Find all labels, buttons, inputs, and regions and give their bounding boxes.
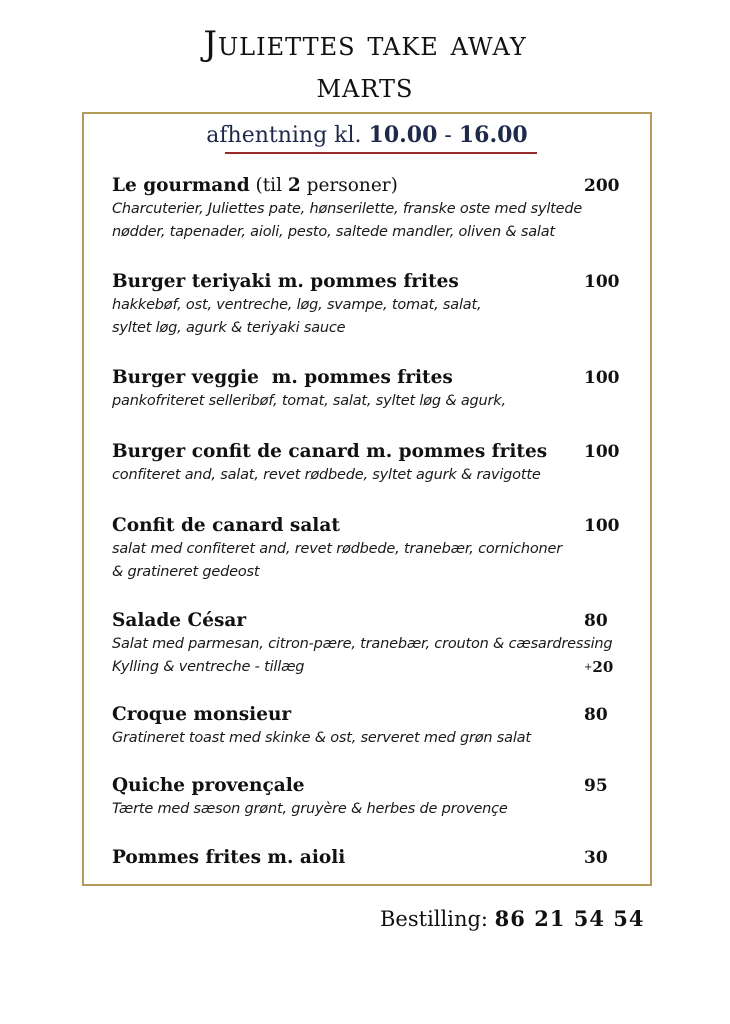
order-label: Bestilling: xyxy=(380,907,495,931)
item-name: Quiche provençale xyxy=(112,775,305,796)
menu-item-le-gourmand xyxy=(112,174,642,244)
item-description-line: confiteret and, salat, revet rødbede, syltet agurk & ravigotte xyxy=(112,467,541,483)
menu-item-burger-confit xyxy=(112,440,642,487)
item-description-line: pankofriteret selleribøf, tomat, salat, syltet løg & agurk, xyxy=(112,393,506,409)
pickup-label: afhentning kl. xyxy=(206,123,369,148)
menu-month: marts xyxy=(316,66,414,106)
item-price: 80 xyxy=(584,705,608,725)
item-description-line: & gratineret gedeost xyxy=(112,564,260,580)
menu-item-salade-cesar xyxy=(112,609,642,679)
item-extra-price: +20 xyxy=(584,658,614,676)
item-name: Salade César xyxy=(112,610,247,631)
item-name: Croque monsieur xyxy=(112,704,292,725)
item-name: Burger veggie m. pommes frites xyxy=(112,367,453,388)
phone-number: 86 21 54 54 xyxy=(494,906,645,931)
item-price: 100 xyxy=(584,516,620,536)
item-description-line: Salat med parmesan, citron-pære, tranebær, crouton & cæsardressing xyxy=(112,636,613,652)
item-price: 200 xyxy=(584,176,620,196)
order-phone xyxy=(380,904,645,934)
pickup-separator: - xyxy=(437,123,459,148)
item-description-line: Kylling & ventreche - tillæg xyxy=(112,659,305,675)
item-name: Burger teriyaki m. pommes frites xyxy=(112,271,459,292)
item-price: 100 xyxy=(584,272,620,292)
menu-item-croque-monsieur xyxy=(112,703,642,750)
item-description-line: salat med confiteret and, revet rødbede, tranebær, cornichoner xyxy=(112,541,562,557)
item-price: 100 xyxy=(584,368,620,388)
pickup-time xyxy=(82,120,652,151)
item-name: Confit de canard salat xyxy=(112,515,340,536)
pickup-underline xyxy=(225,152,537,154)
item-name: Pommes frites m. aioli xyxy=(112,847,346,868)
menu-item-burger-teriyaki xyxy=(112,270,642,340)
pickup-time-from: 10.00 xyxy=(368,122,438,148)
item-description-line: Charcuterier, Juliettes pate, hønserilette, franske oste med syltede xyxy=(112,201,583,217)
item-price: 30 xyxy=(584,848,608,868)
item-price: 100 xyxy=(584,442,620,462)
item-description-line: Gratineret toast med skinke & ost, serveret med grøn salat xyxy=(112,730,531,746)
item-description-line: nødder, tapenader, aioli, pesto, saltede mandler, oliven & salat xyxy=(112,224,555,240)
item-description-line: Tærte med sæson grønt, gruyère & herbes de provençe xyxy=(112,801,508,817)
item-name: Burger confit de canard m. pommes frites xyxy=(112,441,548,462)
item-serving-note: (til 2 personer) xyxy=(249,175,398,196)
menu-item-quiche xyxy=(112,774,642,821)
item-description-line: hakkebøf, ost, ventreche, løg, svampe, tomat, salat, xyxy=(112,297,482,313)
item-price: 80 xyxy=(584,611,608,631)
menu-item-pommes-frites xyxy=(112,846,642,870)
item-price: 95 xyxy=(584,776,608,796)
item-name: Le gourmand xyxy=(112,175,250,196)
menu-item-burger-veggie xyxy=(112,366,642,413)
item-description-line: syltet løg, agurk & teriyaki sauce xyxy=(112,320,346,336)
menu-title: Juliettes take away xyxy=(203,24,527,64)
pickup-time-to: 16.00 xyxy=(458,122,528,148)
menu-item-confit-salat xyxy=(112,514,642,584)
